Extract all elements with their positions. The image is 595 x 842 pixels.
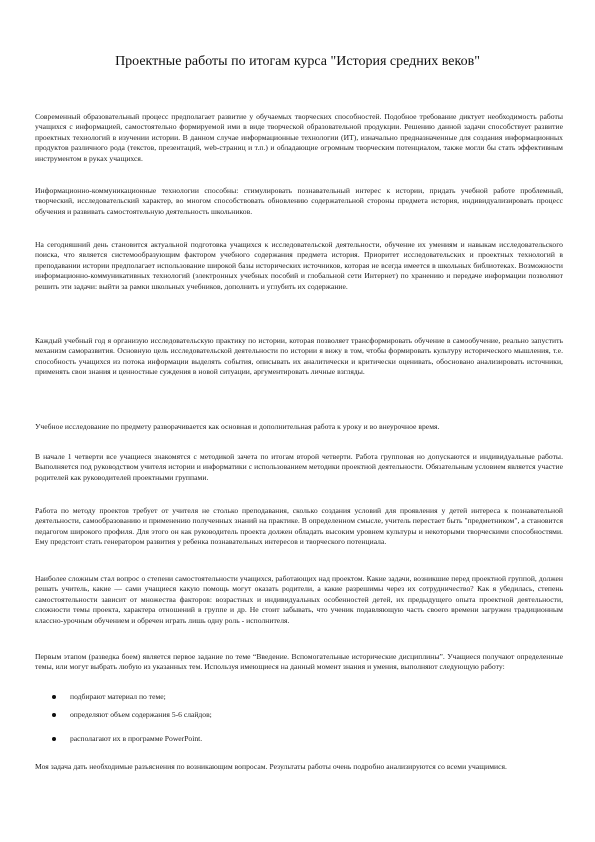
bullet-dot-icon <box>52 695 56 699</box>
paragraph-closing: Моя задача дать необходимые разъяснения по возникающим вопросам. Результаты работы очень подробно анализируются со всеми учащимися. <box>35 762 507 771</box>
paragraph-research-practice: Каждый учебный год я организую исследовательскую практику по истории, которая позволяет трансформировать обучение в самообучение, реально запустить механизм саморазвития. Основную цель исследовательской деятельности по истории я вижу в том, чтобы формировать культуру исторического мышления, т.е. способность учащихся из потока информации выделять события, описывать их аналитически и критически оценивать, обосновано анализировать источники, применять свои знания и ценностные суждения в новой ситуации, аргументировать личные взгляды. <box>35 336 563 377</box>
document-title: Проектные работы по итогам курса "История средних веков" <box>115 54 480 69</box>
paragraph-project-method: Работа по методу проектов требует от учителя не столько преподавания, сколько создания условий для проявления у детей интереса к познавательной деятельности, самообразованию и применению полученных знаний на практике. В определенном смысле, учитель перестает быть "предметником", а становится педагогом широкого профиля. Для этого он как руководитель проекта должен обладать высоким уровнем культуры и некоторыми творческими способностями. Ему предстоит стать генератором развития у ребенка познавательных интересов и творческого потенциала. <box>35 506 563 547</box>
bullet-dot-icon <box>52 713 56 717</box>
paragraph-first-stage: Первым этапом (разведка боем) является первое задание по теме “Введение. Вспомогательные исторические дисциплины”. Учащиеся получают определенные темы, или могут выбрать любую из указанных тем. Используя имеющиеся на данный момент знания и умения, выполняют следующую работу: <box>35 652 563 672</box>
paragraph-independence: Наиболее сложным стал вопрос о степени самостоятельности учащихся, работающих над проектом. Какие задачи, возникшие перед проектной группой, должен решать учитель, какие — сами учащиеся какую помощь могут оказать родители, а какие разрешимы через их сотрудничество? Как я убедилась, степень самостоятельности зависит от множества факторов: возрастных и индивидуальных особенностей детей, их предыдущего опыта проектной деятельности, сложности темы проекта, характера отношений в группе и др. Не стоит забывать, что ученик подавляющую часть своего времени загружен традиционным классно-урочным обучением и обречен играть лишь одну роль - исполнителя. <box>35 574 563 625</box>
bullet-dot-icon <box>52 737 56 741</box>
paragraph-first-quarter: В начале 1 четверти все учащиеся знакомятся с методикой зачета по итогам второй четверти. Работа групповая но допускаются и индивидуальные работы. Выполняется под руководством учителя истории и информатики с использованием методики проектной деятельности. Обязательным условием является участие родителей как руководителей проектными группами. <box>35 452 563 482</box>
paragraph-research-preparation: На сегодняшний день становится актуальной подготовка учащихся к исследовательской деятельности, обучение их умениям и навыкам исследовательского поиска, что является системообразующим фактором учебного содержания предмета история. Приоритет исследовательских и проектных технологий в преподавании истории предполагает использование широкой базы исторических источников, которая не всегда имеется в школьных библиотеках. Возможности информационно-коммуникативных технологий (электронных учебных пособий и глобальной сети Интернет) по хранению и передаче информации позволяют решить эти задачи: выйти за рамки школьных учебников, дополнить и углубить их содержание. <box>35 240 563 291</box>
document-page: Проектные работы по итогам курса "История средних веков" Современный образовательный процесс предполагает развитие у обучаемых творческих способностей. Подобное требование диктует необходимость работы учащихся с информацией, самостоятельно формируемой ими в виде творческой образовательной продукции. Решению данной задачи способствует развитие проектных технологий в изучении истории. В данном случае информационные технологии (ИТ), изначально предназначенные для создания информационных продуктов различного рода (текстов, презентаций, web-страниц и т.п.) и обладающие огромным творческим потенциалом, также могли бы стать эффективным инструментом в руках учащихся. Информационно-коммуникационные технологии способны: стимулировать познавательный интерес к истории, придать учебной работе проблемный, творческий, исследовательский характер, во многом способствовать обновлению содержательной стороны предмета история, индивидуализировать процесс обучения и развивать самостоятельную деятельность школьников. На сегодняшний день становится актуальной подготовка учащихся к исследовательской деятельности, обучение их умениям и навыкам исследовательского поиска, что является системообразующим фактором учебного содержания предмета история. Приоритет исследовательских и проектных технологий в преподавании истории предполагает использование широкой базы исторических источников, которая не всегда имеется в школьных библиотеках. Возможности информационно-коммуникативных технологий (электронных учебных пособий и глобальной сети Интернет) по хранению и передаче информации позволяют решить эти задачи: выйти за рамки школьных учебников, дополнить и углубить их содержание. Каждый учебный год я организую исследовательскую практику по истории, которая позволяет трансформировать обучение в самообучение, реально запустить механизм саморазвития. Основную цель исследовательской деятельности по истории я вижу в том, чтобы формировать культуру исторического мышления, т.е. способность учащихся из потока информации выделять события, описывать их аналитически и критически оценивать, обосновано анализировать источники, применять свои знания и ценностные суждения в новой ситуации, аргументировать личные взгляды. Учебное исследование по предмету разворачивается как основная и дополнительная работа к уроку и во внеурочное время. В начале 1 четверти все учащиеся знакомятся с методикой зачета по итогам второй четверти. Работа групповая но допускаются и индивидуальные работы. Выполняется под руководством учителя истории и информатики с использованием методики проектной деятельности. Обязательным условием является участие родителей как руководителей проектными группами. Работа по методу проектов требует от учителя не столько преподавания, сколько создания условий для проявления у детей интереса к познавательной деятельности, самообразованию и применению полученных знаний на практике. В определенном смысле, учитель перестает быть "предметником", а становится педагогом широкого профиля. Для этого он как руководитель проекта должен обладать высоким уровнем культуры и некоторыми творческими способностями. Ему предстоит стать генератором развития у ребенка познавательных интересов и творческого потенциала. Наиболее сложным стал вопрос о степени самостоятельности учащихся, работающих над проектом. Какие задачи, возникшие перед проектной группой, должен решать учитель, какие — сами учащиеся какую помощь могут оказать родители, а какие разрешимы через их сотрудничество? Как я убедилась, степень самостоятельности зависит от множества факторов: возрастных и индивидуальных особенностей детей, их предыдущего опыта проектной деятельности, сложности темы проекта, характера отношений в группе и др. Не стоит забывать, что ученик подавляющую часть своего времени загружен традиционным классно-урочным обучением и обречен играть лишь одну роль - исполнителя. Первым этапом (разведка боем) является первое задание по теме “Введение. Вспомогательные исторические дисциплины”. Учащиеся получают определенные темы, или могут выбрать любую из указанных тем. Используя имеющиеся на данный момент знания и умения, выполняют следующую работу: подбирают материал по теме; определяют объем содержания 5-6 слайдов; располагают их в программе PowerPoint. Моя задача дать необходимые разъяснения по возникающим вопросам. Результаты работы очень подробно анализируются со всеми учащимися. <box>0 0 595 842</box>
paragraph-ict-abilities: Информационно-коммуникационные технологии способны: стимулировать познавательный интерес к истории, придать учебной работе проблемный, творческий, исследовательский характер, во многом способствовать обновлению содержательной стороны предмета история, индивидуализировать процесс обучения и развивать самостоятельную деятельность школьников. <box>35 186 563 216</box>
paragraph-learning-research: Учебное исследование по предмету разворачивается как основная и дополнительная работа к уроку и во внеурочное время. <box>35 422 440 431</box>
paragraph-modern-process: Современный образовательный процесс предполагает развитие у обучаемых творческих способностей. Подобное требование диктует необходимость работы учащихся с информацией, самостоятельно формируемой ими в виде творческой образовательной продукции. Решению данной задачи способствует развитие проектных технологий в изучении истории. В данном случае информационные технологии (ИТ), изначально предназначенные для создания информационных продуктов различного рода (текстов, презентаций, web-страниц и т.п.) и обладающие огромным творческим потенциалом, также могли бы стать эффективным инструментом в руках учащихся. <box>35 112 563 163</box>
